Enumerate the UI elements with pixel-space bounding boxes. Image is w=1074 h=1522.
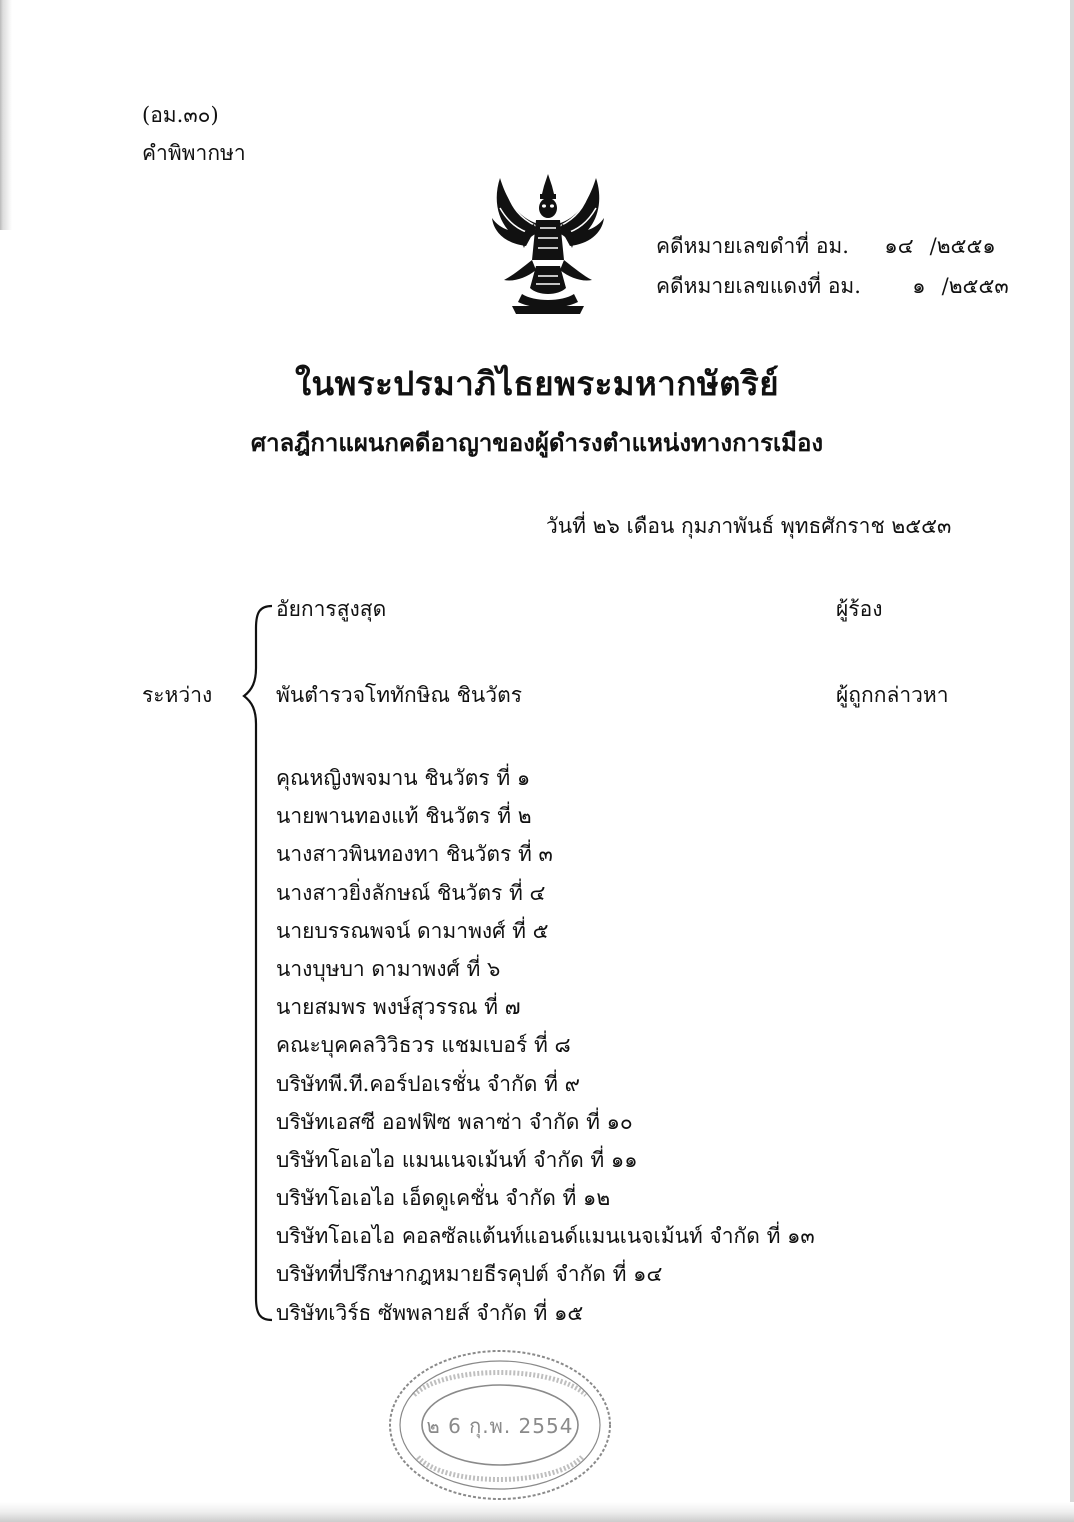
document-type: คำพิพากษา [142,141,246,165]
list-item: คุณหญิงพจมาน ชินวัตร ที่ ๑ [276,766,531,790]
list-item: บริษัทโอเอไอ แมนเนจเม้นท์ จำกัด ที่ ๑๑ [276,1147,638,1172]
court-stamp [384,1345,616,1505]
list-item: บริษัทพี.ที.คอร์ปอเรชั่น จำกัด ที่ ๙ [276,1071,580,1096]
form-code: (อม.๓๐) [142,103,219,127]
list-item: บริษัทเอสซี ออฟฟิซ พลาซ่า จำกัด ที่ ๑๐ [276,1109,633,1134]
red-case-number [656,273,1009,299]
accused-role: ผู้ถูกกล่าวหา [836,683,949,707]
parties-brace [240,598,280,1328]
red-case-year: /๒๕๕๓ [941,274,1009,298]
judgment-date: วันที่ ๒๖ เดือน กุมภาพันธ์ พุทธศักราช ๒๕๕๓ [546,514,952,538]
garuda-emblem-icon [486,168,610,318]
list-item: บริษัทที่ปรึกษากฎหมายธีรคุปต์ จำกัด ที่ ๑๔ [276,1262,663,1287]
list-item: บริษัทเวิร์ธ ซัพพลายส์ จำกัด ที่ ๑๕ [276,1300,584,1325]
royal-title: ในพระปรมาภิไธยพระมหากษัตริย์ [294,364,780,403]
list-item: นายบรรณพจน์ ดามาพงศ์ ที่ ๕ [276,918,549,943]
court-title: ศาลฎีกาแผนกคดีอาญาของผู้ดำรงตำแหน่งทางการเมือง [250,428,824,457]
black-case-year: /๒๕๕๑ [929,234,996,258]
plaintiff-name: อัยการสูงสุด [276,597,387,621]
red-case-label: คดีหมายเลขแดงที่ อม. [656,274,861,298]
black-case-value: ๑๔ [884,234,914,258]
plaintiff-role: ผู้ร้อง [836,597,883,621]
related-parties-list [276,763,815,1336]
black-case-label: คดีหมายเลขดำที่ อม. [656,234,849,258]
list-item: นางสาวพินทองทา ชินวัตร ที่ ๓ [276,842,553,867]
list-item: บริษัทโอเอไอ เอ็ดดูเคชั่น จำกัด ที่ ๑๒ [276,1186,611,1211]
stamp-date: ๒ 6 กุ.พ. 2554 [426,1414,574,1438]
accused-name: พันตำรวจโททักษิณ ชินวัตร [276,683,523,707]
page-shadow-left [0,0,14,230]
list-item: นายสมพร พงษ์สุวรรณ ที่ ๗ [276,995,521,1020]
black-case-number [656,233,996,259]
list-item: นางสาวยิ่งลักษณ์ ชินวัตร ที่ ๔ [276,880,546,905]
page-shadow-bottom [0,1502,1074,1522]
page-shadow-right [1070,0,1074,1522]
list-item: คณะบุคคลวิวิธวร แชมเบอร์ ที่ ๘ [276,1033,571,1058]
red-case-value: ๑ [912,274,926,298]
list-item: บริษัทโอเอไอ คอลซัลแต้นท์แอนด์แมนเนจเม้นท์ จำกัด ที่ ๑๓ [276,1224,815,1249]
list-item: นางบุษบา ดามาพงศ์ ที่ ๖ [276,956,501,981]
between-label: ระหว่าง [142,683,213,707]
list-item: นายพานทองแท้ ชินวัตร ที่ ๒ [276,804,532,829]
